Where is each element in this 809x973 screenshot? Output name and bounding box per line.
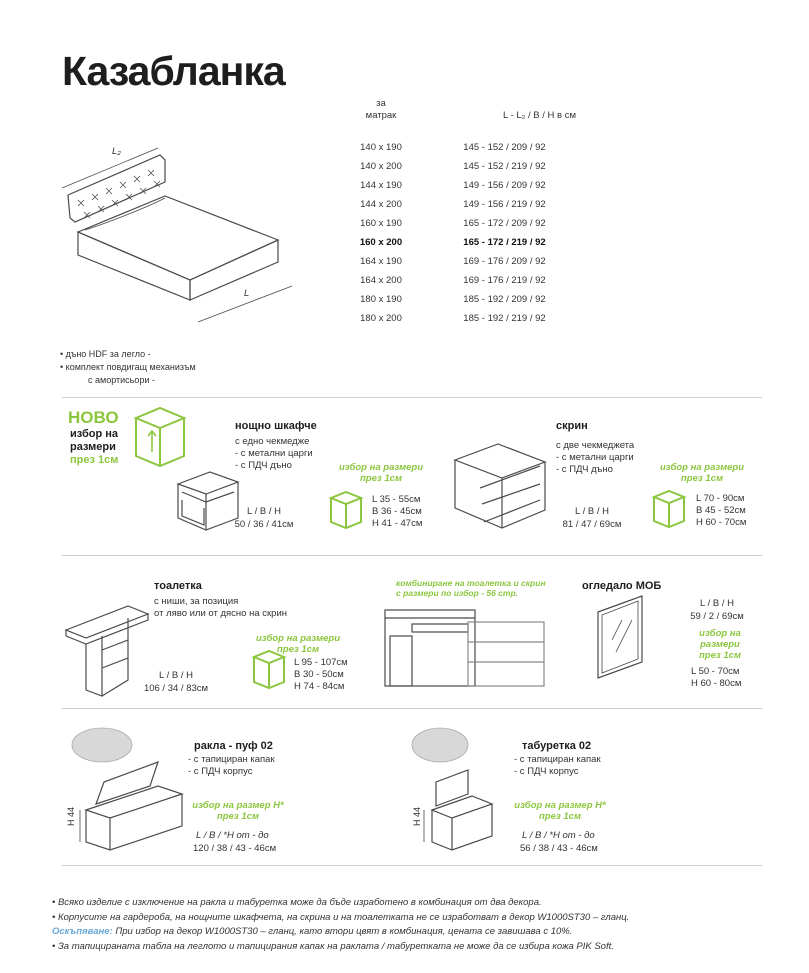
novo-text-2: размери: [70, 441, 116, 453]
vanity-range: H 74 - 84см: [294, 681, 345, 692]
bed-dims: 185 - 192 / 209 / 92: [463, 294, 546, 305]
dresser-range: L 70 - 90см: [696, 493, 745, 504]
vanity-range: B 30 - 50см: [294, 669, 344, 680]
dresser-dims-header: L / B / H: [575, 506, 609, 517]
stool-title: табуретка 02: [522, 740, 592, 752]
mirror-dims-header: L / B / H: [700, 598, 734, 609]
matrak-size: 164 x 190: [360, 256, 402, 267]
footnote-4: • За тапицираната табла на леглото и тапицирания капак на раклата / табуретката не може да се избира кожа PIK Soft.: [52, 940, 614, 952]
dresser-dims: 81 / 47 / 69см: [562, 519, 622, 530]
dim-l2-label: L₂: [112, 146, 121, 157]
bed-dims: 169 - 176 / 219 / 92: [463, 275, 546, 286]
matrak-size: 140 x 190: [360, 142, 402, 153]
novo-text-1: избор на: [70, 428, 119, 440]
vanity-range: L 95 - 107см: [294, 657, 348, 668]
matrak-size: 180 x 190: [360, 294, 402, 305]
divider: [62, 865, 762, 866]
bed-dims: 145 - 152 / 209 / 92: [463, 142, 546, 153]
nightstand-range: L 35 - 55см: [372, 494, 421, 505]
novo-text-3: през 1см: [70, 454, 119, 466]
vanity-dims: 106 / 34 / 83см: [143, 683, 209, 694]
chest-title: ракла - пуф 02: [194, 740, 273, 752]
footnote-3-label: Оскъпяване:: [52, 926, 113, 937]
sizes-row: [345, 157, 605, 176]
footnote-1: • Всяко изделие с изключение на ракла и табуретка може да бъде изработено в комбинация от два декора.: [52, 897, 542, 908]
nightstand-feature: с едно чекмедже: [235, 436, 310, 447]
bed-dims: 185 - 192 / 219 / 92: [463, 313, 546, 324]
bed-dims: 149 - 156 / 219 / 92: [463, 199, 546, 210]
sizes-row: [345, 290, 605, 309]
col-dims-header: L - L₂ / B / H в см: [503, 110, 576, 121]
novo-label: НОВО: [68, 408, 119, 427]
chest-dims: 120 / 38 / 43 - 46см: [193, 843, 277, 854]
nightstand-custom: избор на размери през 1см: [338, 462, 424, 484]
matrak-size: 144 x 190: [360, 180, 402, 191]
sizes-row: [345, 309, 605, 328]
chest-feature: - с ПДЧ корпус: [188, 766, 253, 777]
dresser-feature: - с ПДЧ дъно: [556, 464, 613, 475]
dresser-feature: - с метални царги: [556, 452, 634, 463]
matrak-size: 144 x 200: [360, 199, 402, 210]
matrak-size: 180 x 200: [360, 313, 402, 324]
vanity-dims-header: L / B / H: [159, 670, 193, 681]
matrak-size: 160 x 190: [360, 218, 402, 229]
col-matrak-header: за матрак: [365, 98, 397, 121]
vanity-feature: с ниши, за позиция: [154, 596, 239, 607]
vanity-custom: избор на размери през 1см: [255, 633, 341, 655]
nightstand-range: B 36 - 45см: [372, 506, 422, 517]
nightstand-feature: - с ПДЧ дъно: [235, 460, 292, 471]
mirror-range: H 60 - 80см: [691, 678, 742, 689]
nightstand-range: H 41 - 47см: [372, 518, 423, 529]
nightstand-feature: - с метални царги: [235, 448, 313, 459]
matrak-size: 160 x 200: [359, 237, 403, 248]
chest-dims-header: L / B / *H от - до: [196, 830, 269, 841]
stool-custom: избор на размер H* през 1см: [514, 800, 606, 822]
page-title: Казабланка: [62, 48, 285, 94]
sizes-row: [345, 138, 605, 157]
dresser-custom: избор на размери през 1см: [659, 462, 745, 484]
footnote-2: • Корпусите на гардероба, на нощните шкафчета, на скрина и на тоалетката не се изработват в декор W1000ST30 – гланц.: [52, 911, 630, 923]
footnote-3: [52, 925, 792, 940]
sizes-row: [345, 252, 605, 271]
stool-feature: - с тапициран капак: [514, 754, 601, 765]
footnotes: [52, 896, 792, 954]
bed-note-3: с амортисьори -: [88, 375, 155, 385]
bed-dims: 169 - 176 / 209 / 92: [463, 256, 546, 267]
dim-l-label: L: [244, 288, 250, 299]
dresser-feature: с две чекмеджета: [556, 440, 635, 451]
vanity-title: тоалетка: [154, 580, 202, 592]
bed-note-1: • дъно HDF за легло -: [60, 349, 151, 359]
stool-h-label: H 44: [412, 806, 422, 826]
footnote-3-text: При избор на декор W1000ST30 – гланц, като втори цвят в комбинация, цената се завишава с 10%.: [112, 926, 573, 937]
chest-h-label: H 44: [66, 806, 76, 826]
dresser-title: скрин: [556, 420, 588, 432]
bed-note-2: • комплект повдигащ механизъм: [60, 362, 196, 372]
bed-dims: 165 - 172 / 219 / 92: [463, 237, 546, 248]
stool-feature: - с ПДЧ корпус: [514, 766, 579, 777]
matrak-size: 140 x 200: [360, 161, 402, 172]
divider: [62, 397, 762, 398]
combo-caption: комбиниране на тоалетка и скрин с размери по избор - 56 стр.: [396, 578, 546, 598]
sizes-row: [345, 195, 605, 214]
sizes-row: [345, 176, 605, 195]
sizes-row: [345, 271, 605, 290]
mirror-range: L 50 - 70см: [691, 666, 740, 677]
matrak-size: 164 x 200: [360, 275, 402, 286]
sizes-row: [345, 214, 605, 233]
dresser-range: B 45 - 52см: [696, 505, 746, 516]
stool-dims: 56 / 38 / 43 - 46см: [520, 843, 598, 854]
divider: [62, 555, 762, 556]
mirror-custom: избор на размери през 1см: [699, 628, 741, 661]
nightstand-dims-header: L / B / H: [247, 506, 281, 517]
vanity-feature: от ляво или от дясно на скрин: [154, 608, 287, 619]
bed-dims: 165 - 172 / 209 / 92: [463, 218, 546, 229]
sizes-row: [345, 233, 605, 252]
chest-custom: избор на размер H* през 1см: [192, 800, 284, 822]
nightstand-title: нощно шкафче: [235, 420, 317, 432]
sizes-table: [345, 138, 605, 328]
mirror-dims: 59 / 2 / 69см: [690, 611, 744, 622]
stool-dims-header: L / B / *H от - до: [522, 830, 595, 841]
divider: [62, 708, 762, 709]
mirror-title: огледало МОБ: [582, 580, 662, 592]
nightstand-dims: 50 / 36 / 41см: [234, 519, 294, 530]
bed-dims: 145 - 152 / 219 / 92: [463, 161, 546, 172]
chest-feature: - с тапициран капак: [188, 754, 275, 765]
bed-dims: 149 - 156 / 209 / 92: [463, 180, 546, 191]
dresser-range: H 60 - 70см: [696, 517, 747, 528]
